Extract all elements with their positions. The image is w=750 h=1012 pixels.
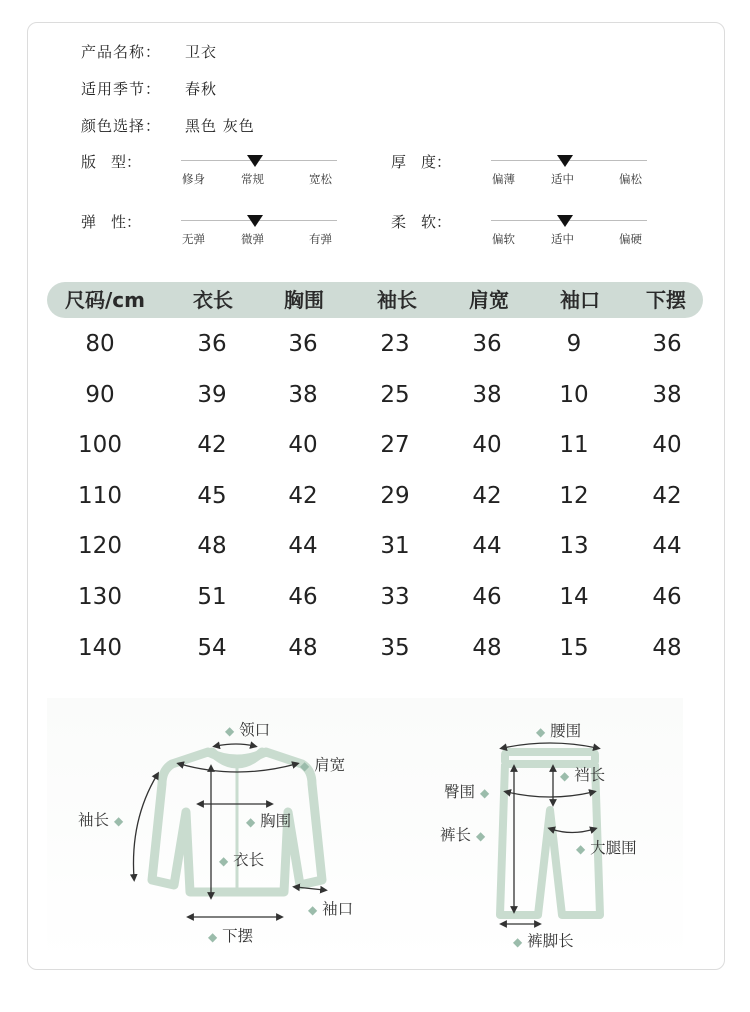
measurement-cell: 54 <box>197 634 227 661</box>
size-cell: 90 <box>85 381 115 408</box>
diamond-icon: ◆ <box>219 854 229 868</box>
col-chest: 胸围 <box>284 288 324 312</box>
measurement-cell: 11 <box>559 432 589 459</box>
measurement-cell: 31 <box>380 533 410 560</box>
col-size: 尺码/cm <box>65 288 145 312</box>
info-product-name: 产品名称： 卫衣 <box>81 43 218 61</box>
diamond-icon: ◆ <box>475 829 486 843</box>
size-cell: 100 <box>78 432 122 459</box>
measurement-cell: 40 <box>288 432 318 459</box>
measurement-cell: 48 <box>288 634 318 661</box>
measurement-cell: 14 <box>559 584 589 610</box>
measurement-cell: 36 <box>472 331 502 357</box>
stretch-scale: 无弹 微弹 有弹 <box>181 213 337 247</box>
measurement-cell: 9 <box>566 331 582 357</box>
measurement-cell: 45 <box>197 482 227 509</box>
collar-arrow <box>216 744 254 746</box>
measurement-cell: 42 <box>197 432 227 459</box>
size-cell: 120 <box>78 533 122 560</box>
measurement-cell: 29 <box>380 482 410 509</box>
measurement-cell: 44 <box>472 533 502 560</box>
measurement-cell: 36 <box>197 331 227 357</box>
sweatshirt-icon <box>152 752 322 892</box>
measurement-cell: 46 <box>472 584 502 610</box>
measurement-cell: 38 <box>652 381 682 408</box>
waist-arrow <box>503 743 597 748</box>
attr-thickness: 厚 度： <box>391 153 452 171</box>
measurement-cell: 46 <box>652 584 682 610</box>
measurement-cell: 42 <box>472 482 502 509</box>
diamond-icon: ◆ <box>576 842 586 856</box>
thickness-scale: 偏薄 适中 偏松 <box>491 153 647 187</box>
diamond-icon: ◆ <box>560 769 570 783</box>
softness-scale: 偏软 适中 偏硬 <box>491 213 647 247</box>
diamond-icon: ◆ <box>513 935 523 949</box>
measurement-cell: 27 <box>380 432 410 459</box>
measurement-cell: 39 <box>197 381 227 408</box>
measurement-cell: 48 <box>472 634 502 661</box>
label-collar: ◆ 领口 <box>225 721 271 739</box>
measurement-cell: 35 <box>380 634 410 661</box>
label-pants-length: 裤长 ◆ <box>440 826 486 844</box>
label-rise: ◆ 裆长 <box>560 766 606 784</box>
label-leg-opening: ◆ 裤脚长 <box>513 932 574 950</box>
diamond-icon: ◆ <box>536 725 546 739</box>
label-waist: ◆ 腰围 <box>536 722 582 740</box>
col-length: 衣长 <box>193 288 233 312</box>
measurement-cell: 10 <box>559 381 589 408</box>
label-hem: ◆ 下摆 <box>208 927 254 945</box>
measurement-cell: 46 <box>288 584 318 610</box>
label-cuff: ◆ 袖口 <box>308 900 354 918</box>
label-shoulder: ◆ 肩宽 <box>300 756 346 774</box>
measurement-cell: 38 <box>288 381 318 408</box>
measurement-cell: 12 <box>559 482 589 509</box>
measurement-cell: 48 <box>197 533 227 560</box>
measurement-cell: 23 <box>380 331 410 357</box>
measurement-cell: 51 <box>197 584 227 610</box>
measurement-cell: 15 <box>559 634 589 661</box>
measurement-cell: 40 <box>472 432 502 459</box>
measurement-cell: 36 <box>288 331 318 357</box>
diamond-icon: ◆ <box>308 903 318 917</box>
measurement-cell: 33 <box>380 584 410 610</box>
size-cell: 80 <box>85 331 115 357</box>
measurement-cell: 44 <box>288 533 318 560</box>
label-thigh: ◆ 大腿围 <box>576 839 637 857</box>
col-shoulder: 肩宽 <box>469 288 509 312</box>
label-sleeve: 袖长 ◆ <box>78 811 124 829</box>
info-colors: 颜色选择： 黑色 灰色 <box>81 117 255 135</box>
col-cuff: 袖口 <box>560 288 600 312</box>
measurement-cell: 42 <box>652 482 682 509</box>
thigh-arrow <box>551 829 594 833</box>
measurement-cell: 13 <box>559 533 589 560</box>
measurement-cell: 40 <box>652 432 682 459</box>
measurement-cell: 38 <box>472 381 502 408</box>
col-sleeve: 袖长 <box>377 288 417 312</box>
label-length: ◆ 衣长 <box>219 851 265 869</box>
diamond-icon: ◆ <box>246 815 256 829</box>
diamond-icon: ◆ <box>113 814 124 828</box>
hip-arrow <box>507 792 593 797</box>
diamond-icon: ◆ <box>225 724 235 738</box>
attr-softness: 柔 软： <box>391 213 452 231</box>
info-season: 适用季节： 春秋 <box>81 80 218 98</box>
measurement-cell: 48 <box>652 634 682 661</box>
diamond-icon: ◆ <box>479 786 490 800</box>
measurement-cell: 25 <box>380 381 410 408</box>
attr-fit: 版 型： <box>81 153 142 171</box>
diamond-icon: ◆ <box>300 759 310 773</box>
diamond-icon: ◆ <box>208 930 218 944</box>
label-hip: 臀围 ◆ <box>444 783 490 801</box>
label-chest: ◆ 胸围 <box>246 812 292 830</box>
size-cell: 130 <box>78 584 122 610</box>
measurement-cell: 44 <box>652 533 682 560</box>
fit-scale: 修身 常规 宽松 <box>181 153 337 187</box>
measurement-cell: 42 <box>288 482 318 509</box>
measurement-cell: 36 <box>652 331 682 357</box>
size-cell: 140 <box>78 634 122 661</box>
col-hem: 下摆 <box>646 288 686 312</box>
size-cell: 110 <box>78 482 122 509</box>
attr-stretch: 弹 性： <box>81 213 142 231</box>
